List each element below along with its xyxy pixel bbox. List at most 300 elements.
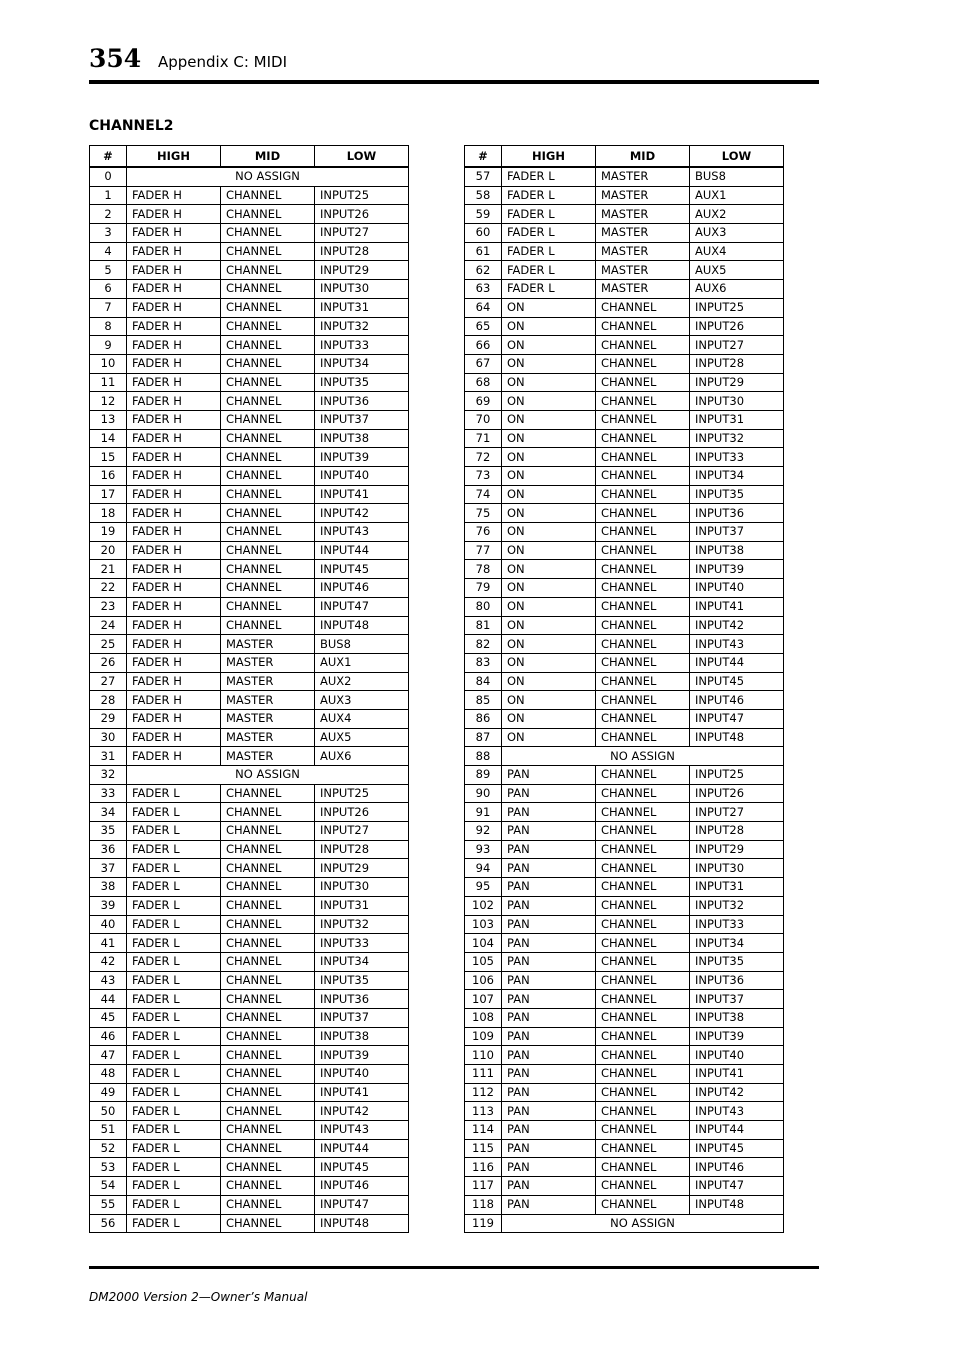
cell-mid: CHANNEL: [221, 467, 315, 486]
cell-low: INPUT32: [690, 429, 784, 448]
cell-high: ON: [502, 523, 596, 542]
cell-low: AUX3: [690, 224, 784, 243]
table-row: [465, 1083, 784, 1102]
cell-mid: CHANNEL: [221, 896, 315, 915]
cell-mid: CHANNEL: [596, 579, 690, 598]
cell-high: FADER H: [127, 728, 221, 747]
cell-mid: CHANNEL: [221, 597, 315, 616]
cell-high: FADER L: [127, 952, 221, 971]
cell-high: FADER L: [127, 1139, 221, 1158]
cell-number: 67: [465, 354, 502, 373]
cell-low: INPUT43: [315, 1121, 409, 1140]
table-row: [465, 354, 784, 373]
footer-rule: [89, 1266, 819, 1269]
cell-no-assign: NO ASSIGN: [502, 747, 784, 766]
cell-number: 91: [465, 803, 502, 822]
cell-mid: CHANNEL: [221, 952, 315, 971]
cell-low: INPUT45: [315, 560, 409, 579]
cell-high: FADER H: [127, 560, 221, 579]
cell-low: INPUT38: [690, 541, 784, 560]
cell-number: 40: [90, 915, 127, 934]
table-row: [465, 971, 784, 990]
table-row: [465, 1121, 784, 1140]
cell-mid: CHANNEL: [221, 878, 315, 897]
table-row: [465, 167, 784, 186]
cell-high: FADER H: [127, 205, 221, 224]
cell-high: PAN: [502, 1121, 596, 1140]
cell-number: 77: [465, 541, 502, 560]
cell-mid: CHANNEL: [221, 990, 315, 1009]
table-row: [90, 579, 409, 598]
cell-low: INPUT39: [690, 1027, 784, 1046]
cell-low: AUX1: [315, 653, 409, 672]
cell-low: INPUT38: [690, 1008, 784, 1027]
cell-low: INPUT36: [690, 971, 784, 990]
cell-number: 95: [465, 878, 502, 897]
cell-high: ON: [502, 616, 596, 635]
cell-number: 83: [465, 653, 502, 672]
cell-high: PAN: [502, 952, 596, 971]
table-row: [90, 878, 409, 897]
table-row: [90, 336, 409, 355]
cell-number: 6: [90, 280, 127, 299]
cell-number: 53: [90, 1158, 127, 1177]
cell-number: 7: [90, 298, 127, 317]
cell-low: INPUT37: [690, 523, 784, 542]
table-row: [90, 1139, 409, 1158]
cell-low: INPUT28: [690, 822, 784, 841]
cell-mid: CHANNEL: [596, 859, 690, 878]
cell-mid: CHANNEL: [221, 410, 315, 429]
cell-number: 14: [90, 429, 127, 448]
column-header-mid: MID: [221, 146, 315, 168]
cell-mid: CHANNEL: [596, 1177, 690, 1196]
cell-low: INPUT44: [690, 1121, 784, 1140]
table-row: [465, 747, 784, 766]
cell-low: INPUT37: [690, 990, 784, 1009]
cell-mid: CHANNEL: [596, 1195, 690, 1214]
cell-low: INPUT34: [690, 467, 784, 486]
cell-high: FADER H: [127, 242, 221, 261]
cell-mid: CHANNEL: [221, 934, 315, 953]
table-row: [465, 261, 784, 280]
cell-number: 55: [90, 1195, 127, 1214]
cell-mid: CHANNEL: [596, 597, 690, 616]
cell-high: FADER L: [502, 242, 596, 261]
cell-low: INPUT45: [690, 672, 784, 691]
table-row: [465, 691, 784, 710]
cell-high: FADER L: [127, 1083, 221, 1102]
cell-number: 48: [90, 1065, 127, 1084]
table-row: [465, 523, 784, 542]
cell-high: FADER L: [502, 280, 596, 299]
cell-number: 38: [90, 878, 127, 897]
cell-high: PAN: [502, 784, 596, 803]
table-row: [465, 224, 784, 243]
cell-number: 60: [465, 224, 502, 243]
cell-mid: CHANNEL: [596, 709, 690, 728]
cell-mid: CHANNEL: [596, 766, 690, 785]
table-row: [90, 1177, 409, 1196]
cell-mid: CHANNEL: [221, 504, 315, 523]
cell-low: INPUT33: [315, 336, 409, 355]
cell-high: FADER L: [502, 205, 596, 224]
table-row: [90, 915, 409, 934]
cell-mid: CHANNEL: [596, 915, 690, 934]
cell-number: 105: [465, 952, 502, 971]
table-row: [90, 971, 409, 990]
cell-mid: CHANNEL: [221, 784, 315, 803]
cell-high: FADER L: [127, 859, 221, 878]
cell-low: INPUT29: [690, 840, 784, 859]
cell-mid: CHANNEL: [596, 373, 690, 392]
table-row: [90, 597, 409, 616]
cell-high: FADER L: [127, 934, 221, 953]
cell-number: 81: [465, 616, 502, 635]
cell-mid: CHANNEL: [596, 1102, 690, 1121]
cell-mid: CHANNEL: [221, 1195, 315, 1214]
table-row: [465, 242, 784, 261]
cell-number: 69: [465, 392, 502, 411]
table-row: [465, 1008, 784, 1027]
cell-mid: CHANNEL: [221, 186, 315, 205]
cell-mid: CHANNEL: [221, 1065, 315, 1084]
cell-number: 115: [465, 1139, 502, 1158]
cell-mid: CHANNEL: [596, 840, 690, 859]
cell-high: ON: [502, 467, 596, 486]
cell-high: FADER L: [127, 784, 221, 803]
table-row: [90, 261, 409, 280]
table-row: [465, 878, 784, 897]
cell-number: 62: [465, 261, 502, 280]
cell-high: ON: [502, 392, 596, 411]
table-row: [465, 186, 784, 205]
cell-high: PAN: [502, 1158, 596, 1177]
cell-mid: CHANNEL: [596, 448, 690, 467]
cell-low: BUS8: [690, 167, 784, 186]
cell-low: INPUT48: [690, 1195, 784, 1214]
table-row: [90, 242, 409, 261]
cell-high: ON: [502, 672, 596, 691]
cell-low: INPUT44: [690, 653, 784, 672]
cell-number: 102: [465, 896, 502, 915]
table-row: [465, 429, 784, 448]
cell-high: PAN: [502, 1008, 596, 1027]
table-row: [465, 896, 784, 915]
cell-high: PAN: [502, 822, 596, 841]
cell-high: ON: [502, 560, 596, 579]
cell-high: PAN: [502, 990, 596, 1009]
cell-high: FADER H: [127, 298, 221, 317]
cell-high: FADER H: [127, 186, 221, 205]
cell-number: 25: [90, 635, 127, 654]
cell-mid: CHANNEL: [221, 1158, 315, 1177]
cell-number: 29: [90, 709, 127, 728]
cell-mid: CHANNEL: [221, 1177, 315, 1196]
table-row: [465, 1214, 784, 1233]
cell-mid: CHANNEL: [596, 392, 690, 411]
cell-number: 18: [90, 504, 127, 523]
cell-number: 89: [465, 766, 502, 785]
cell-high: PAN: [502, 1046, 596, 1065]
cell-mid: MASTER: [596, 186, 690, 205]
cell-number: 73: [465, 467, 502, 486]
cell-low: INPUT32: [315, 317, 409, 336]
cell-mid: CHANNEL: [221, 354, 315, 373]
table-row: [465, 373, 784, 392]
cell-high: ON: [502, 728, 596, 747]
table-row: [465, 616, 784, 635]
cell-low: INPUT40: [315, 1065, 409, 1084]
table-row: [90, 504, 409, 523]
cell-low: INPUT42: [315, 1102, 409, 1121]
cell-high: FADER H: [127, 504, 221, 523]
cell-low: INPUT46: [315, 1177, 409, 1196]
cell-low: INPUT47: [690, 709, 784, 728]
cell-low: INPUT40: [690, 579, 784, 598]
cell-mid: MASTER: [596, 242, 690, 261]
cell-high: PAN: [502, 1065, 596, 1084]
cell-low: INPUT29: [315, 859, 409, 878]
cell-high: FADER H: [127, 709, 221, 728]
cell-high: PAN: [502, 1027, 596, 1046]
cell-low: INPUT45: [315, 1158, 409, 1177]
cell-low: INPUT42: [690, 1083, 784, 1102]
table-row: [90, 167, 409, 186]
cell-mid: CHANNEL: [596, 1008, 690, 1027]
cell-high: FADER H: [127, 616, 221, 635]
table-row: [90, 896, 409, 915]
page-number: 354: [89, 44, 142, 73]
cell-mid: CHANNEL: [221, 280, 315, 299]
cell-number: 79: [465, 579, 502, 598]
cell-number: 54: [90, 1177, 127, 1196]
cell-low: INPUT36: [315, 392, 409, 411]
cell-high: FADER L: [127, 1046, 221, 1065]
cell-low: INPUT33: [315, 934, 409, 953]
cell-high: FADER L: [127, 1065, 221, 1084]
cell-number: 68: [465, 373, 502, 392]
cell-high: FADER L: [127, 915, 221, 934]
cell-number: 5: [90, 261, 127, 280]
cell-mid: CHANNEL: [596, 822, 690, 841]
cell-high: PAN: [502, 840, 596, 859]
cell-number: 12: [90, 392, 127, 411]
table-row: [90, 1027, 409, 1046]
cell-mid: CHANNEL: [596, 971, 690, 990]
table-row: [90, 672, 409, 691]
cell-mid: CHANNEL: [221, 1027, 315, 1046]
cell-number: 94: [465, 859, 502, 878]
cell-number: 76: [465, 523, 502, 542]
cell-low: INPUT27: [315, 224, 409, 243]
table-row: [465, 653, 784, 672]
cell-number: 72: [465, 448, 502, 467]
cell-high: PAN: [502, 1139, 596, 1158]
cell-mid: MASTER: [596, 167, 690, 186]
column-header-high: HIGH: [502, 146, 596, 168]
cell-low: INPUT41: [315, 1083, 409, 1102]
table-row: [90, 784, 409, 803]
cell-number: 30: [90, 728, 127, 747]
table-row: [465, 952, 784, 971]
cell-mid: CHANNEL: [596, 653, 690, 672]
cell-high: ON: [502, 429, 596, 448]
table-row: [465, 709, 784, 728]
cell-low: INPUT41: [690, 1065, 784, 1084]
cell-low: INPUT34: [315, 952, 409, 971]
cell-mid: CHANNEL: [221, 915, 315, 934]
cell-mid: CHANNEL: [596, 934, 690, 953]
cell-mid: CHANNEL: [596, 952, 690, 971]
cell-low: INPUT48: [690, 728, 784, 747]
table-row: [465, 859, 784, 878]
table-row: [90, 410, 409, 429]
cell-low: AUX4: [315, 709, 409, 728]
table-row: [90, 653, 409, 672]
cell-low: INPUT38: [315, 429, 409, 448]
cell-number: 51: [90, 1121, 127, 1140]
cell-number: 28: [90, 691, 127, 710]
cell-mid: CHANNEL: [221, 971, 315, 990]
cell-low: INPUT31: [690, 878, 784, 897]
cell-low: INPUT43: [690, 635, 784, 654]
cell-low: INPUT42: [690, 616, 784, 635]
cell-number: 8: [90, 317, 127, 336]
cell-high: ON: [502, 317, 596, 336]
cell-high: ON: [502, 410, 596, 429]
table-row: [465, 934, 784, 953]
table-row: [90, 298, 409, 317]
cell-high: FADER L: [127, 822, 221, 841]
cell-low: INPUT25: [315, 784, 409, 803]
cell-low: INPUT47: [315, 1195, 409, 1214]
table-row: [465, 1102, 784, 1121]
table-row: [90, 1046, 409, 1065]
table-row: [90, 467, 409, 486]
cell-number: 42: [90, 952, 127, 971]
table-row: [90, 803, 409, 822]
cell-high: FADER L: [502, 167, 596, 186]
column-header-low: LOW: [315, 146, 409, 168]
table-row: [90, 859, 409, 878]
cell-high: FADER L: [502, 186, 596, 205]
cell-high: FADER L: [127, 990, 221, 1009]
table-row: [465, 672, 784, 691]
table-row: [465, 485, 784, 504]
cell-number: 41: [90, 934, 127, 953]
table-row: [90, 766, 409, 785]
cell-low: INPUT27: [690, 803, 784, 822]
cell-low: INPUT26: [690, 784, 784, 803]
cell-high: FADER H: [127, 261, 221, 280]
cell-mid: CHANNEL: [596, 504, 690, 523]
cell-high: PAN: [502, 859, 596, 878]
cell-number: 34: [90, 803, 127, 822]
cell-mid: CHANNEL: [221, 392, 315, 411]
cell-number: 50: [90, 1102, 127, 1121]
table-row: [465, 597, 784, 616]
cell-mid: CHANNEL: [221, 1008, 315, 1027]
cell-high: PAN: [502, 1195, 596, 1214]
cell-number: 85: [465, 691, 502, 710]
cell-mid: CHANNEL: [221, 1083, 315, 1102]
cell-high: FADER H: [127, 672, 221, 691]
cell-number: 39: [90, 896, 127, 915]
cell-low: AUX6: [690, 280, 784, 299]
cell-mid: CHANNEL: [596, 803, 690, 822]
cell-high: FADER H: [127, 485, 221, 504]
cell-number: 11: [90, 373, 127, 392]
cell-high: PAN: [502, 1102, 596, 1121]
cell-mid: CHANNEL: [596, 1046, 690, 1065]
cell-high: FADER H: [127, 392, 221, 411]
cell-low: INPUT39: [315, 1046, 409, 1065]
cell-number: 106: [465, 971, 502, 990]
cell-high: FADER L: [127, 1214, 221, 1233]
cell-low: INPUT33: [690, 448, 784, 467]
table-row: [90, 205, 409, 224]
cell-low: INPUT38: [315, 1027, 409, 1046]
cell-low: INPUT47: [315, 597, 409, 616]
cell-low: INPUT35: [315, 971, 409, 990]
cell-number: 107: [465, 990, 502, 1009]
cell-high: FADER L: [127, 1195, 221, 1214]
cell-mid: CHANNEL: [221, 1102, 315, 1121]
column-header-mid: MID: [596, 146, 690, 168]
table-row: [465, 280, 784, 299]
cell-number: 86: [465, 709, 502, 728]
table-row: [90, 747, 409, 766]
cell-number: 92: [465, 822, 502, 841]
column-header-number: #: [465, 146, 502, 168]
cell-number: 43: [90, 971, 127, 990]
cell-low: INPUT44: [315, 1139, 409, 1158]
cell-high: FADER L: [502, 224, 596, 243]
cell-high: FADER L: [127, 1177, 221, 1196]
cell-number: 47: [90, 1046, 127, 1065]
table-row: [465, 317, 784, 336]
cell-mid: CHANNEL: [596, 1121, 690, 1140]
table-row: [90, 840, 409, 859]
cell-number: 84: [465, 672, 502, 691]
cell-mid: MASTER: [596, 261, 690, 280]
cell-high: PAN: [502, 915, 596, 934]
cell-mid: CHANNEL: [221, 1046, 315, 1065]
column-header-number: #: [90, 146, 127, 168]
cell-high: PAN: [502, 971, 596, 990]
cell-high: ON: [502, 691, 596, 710]
cell-mid: CHANNEL: [221, 541, 315, 560]
cell-low: INPUT44: [315, 541, 409, 560]
cell-low: INPUT34: [690, 934, 784, 953]
cell-high: FADER H: [127, 523, 221, 542]
table-row: [90, 485, 409, 504]
cell-mid: CHANNEL: [596, 317, 690, 336]
cell-high: ON: [502, 373, 596, 392]
cell-number: 31: [90, 747, 127, 766]
cell-mid: CHANNEL: [596, 672, 690, 691]
table-row: [465, 990, 784, 1009]
header-rule: [89, 80, 819, 84]
cell-low: INPUT42: [315, 504, 409, 523]
cell-low: INPUT31: [690, 410, 784, 429]
cell-low: INPUT25: [690, 298, 784, 317]
cell-number: 26: [90, 653, 127, 672]
cell-high: FADER H: [127, 317, 221, 336]
table-row: [90, 728, 409, 747]
cell-low: INPUT46: [690, 1158, 784, 1177]
